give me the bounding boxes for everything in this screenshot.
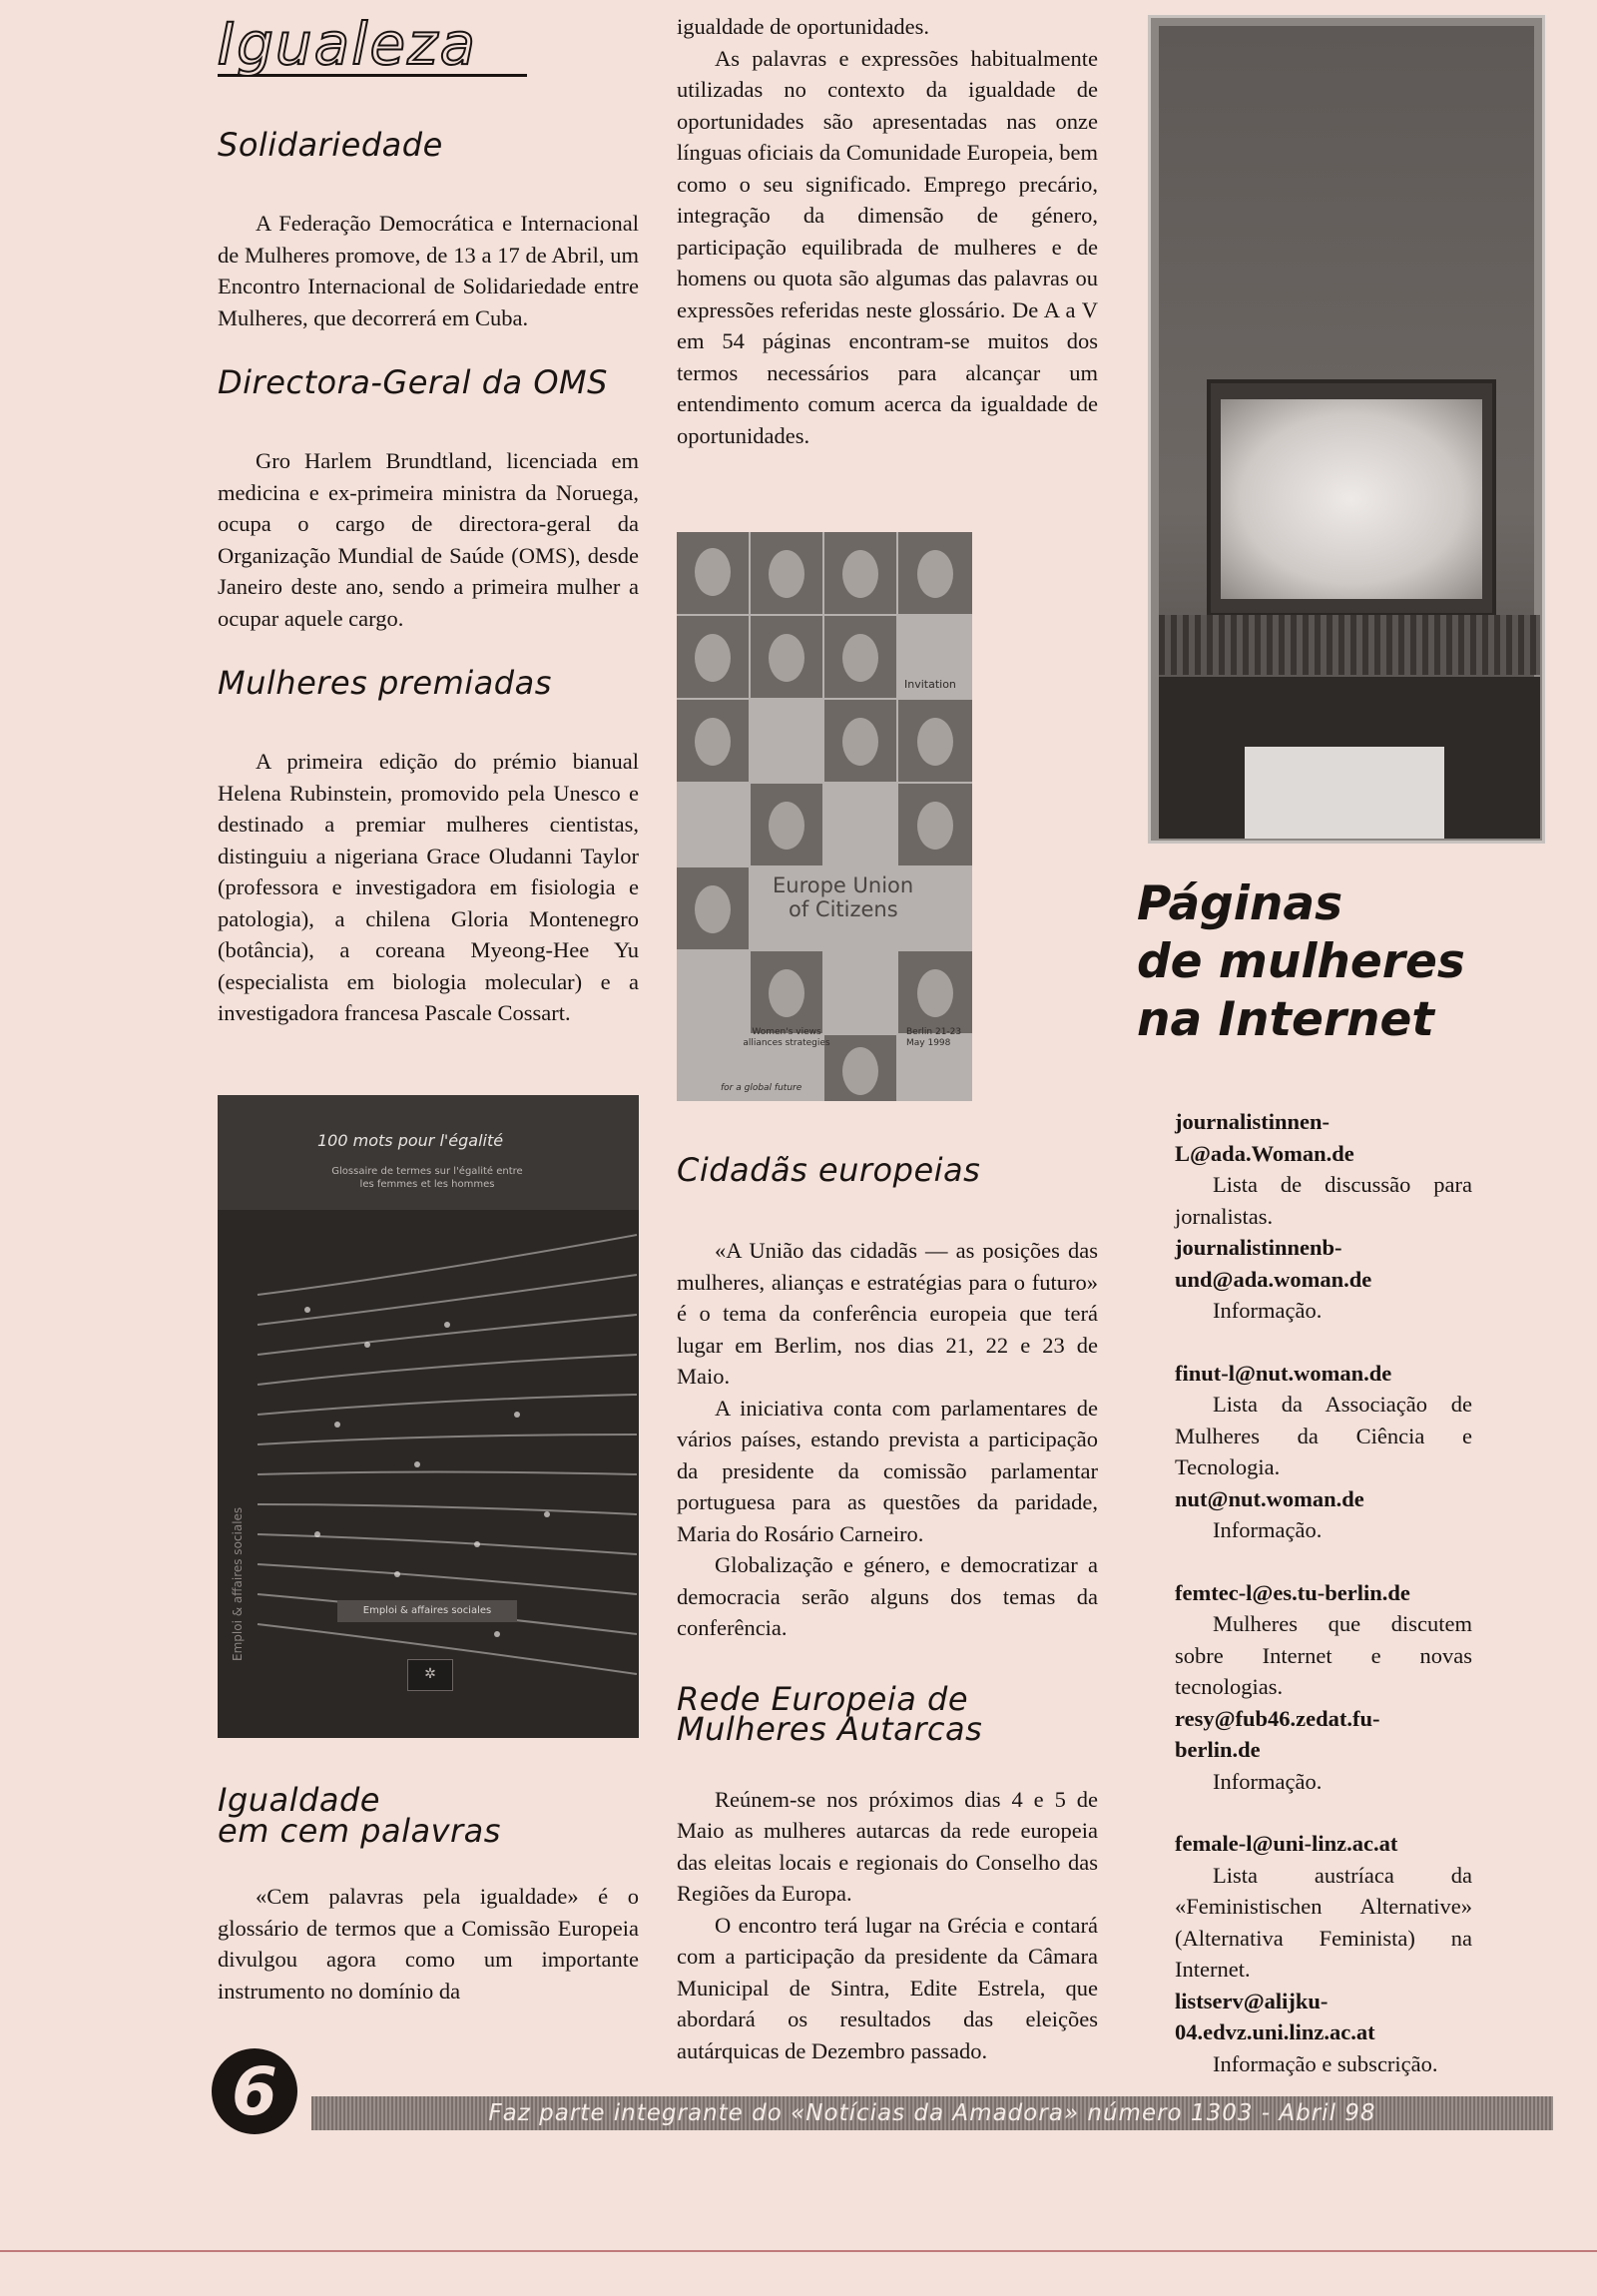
headline-paginas-2: de mulheres	[1137, 934, 1465, 989]
footer-bar	[311, 2096, 1553, 2130]
article-cidadas-3: Globalização e género, e democratizar a democracia serão alguns dos temas da conferência.	[677, 1552, 1098, 1640]
headline-igualdade-2: em cem palavras	[218, 1812, 501, 1850]
desc-nut: Informação.	[1213, 1517, 1323, 1542]
left-column	[218, 126, 639, 1029]
monitor-screen	[1207, 379, 1496, 617]
desc-femtec: Mulheres que discutem sobre Internet e novas tecnologias.	[1175, 1611, 1472, 1699]
desc-journalistinnen: Lista de discussão para jornalistas.	[1175, 1172, 1472, 1229]
article-rede-1: Reúnem-se nos próximos dias 4 e 5 de Maio as mulheres autarcas da rede europeia das eleitas locais e regionais do Conselho das Regiões da Europa.	[677, 1786, 1098, 1906]
desc-listserv: Informação e subscrição.	[1213, 2050, 1438, 2076]
article-igualdade: «Cem palavras pela igualdade» é o glossário de termos que a Comissão Europeia divulgou agora como um importante instrumento no domínio da	[218, 1884, 639, 2004]
book-fan-graphic	[218, 1215, 639, 1694]
portrait-grid	[677, 532, 972, 1101]
right-column	[1137, 875, 1472, 2079]
email-listserv-1: listserv@alijku-	[1175, 1988, 1329, 2013]
middle-column-bottom	[677, 1151, 1098, 2066]
poster-invitation: Invitation	[904, 678, 956, 691]
article-cidadas-1: «A União das cidadãs — as posições das mulheres, alianças e estratégias para o futuro» é o tema da conferência europeia que terá lugar em Berlim, nos dias 21, 22 e 23 de Maio.	[677, 1238, 1098, 1389]
article-rede-2: O encontro terá lugar na Grécia e contará com a participação da presidente da Câmara Municipal de Sintra, Edite Estrela, que abordará os resultados das eleições autárquicas de Dezembro passado.	[677, 1912, 1098, 2063]
book-subtitle: Glossaire de termes sur l'égalité entre les femmes et les hommes	[331, 1166, 523, 1190]
eu-flag-icon: ✲	[407, 1659, 453, 1691]
continued-text: igualdade de oportunidades.	[677, 14, 930, 39]
poster-place: Berlin 21-23 May 1998	[906, 1027, 962, 1048]
book-title: 100 mots pour l'égalité	[317, 1131, 504, 1150]
article-mulheres-premiadas: A primeira edição do prémio bianual Helena Rubinstein, promovido pela Unesco e destinado a premiar mulheres cientistas, distinguiu a nigeriana Grace Oludanni Taylor (professora e investigadora em fisiologia e patologia), a chilena Gloria Montenegro (botância), a coreana Myeong-Hee Yu (especialista em biologia molecular) e a investigadora francesa Pascale Cossart.	[218, 749, 639, 1025]
poster-footer: for a global future	[721, 1083, 802, 1093]
bottom-rule	[0, 2250, 1597, 2252]
desc-journalistinnenbund: Informação.	[1213, 1298, 1323, 1323]
headline-rede-europeia-2: Mulheres Autarcas	[677, 1709, 983, 1748]
article-cidadas-2: A iniciativa conta com parlamentares de vários países, estando prevista a participação da presidente da comissão parlamentar portuguesa para as questões da paridade, Maria do Rosário Carneiro.	[677, 1395, 1098, 1546]
email-journalistinnen-1: journalistinnen-	[1175, 1109, 1331, 1134]
poster-title-2: of Citizens	[789, 897, 898, 921]
book-cover-image	[218, 1095, 639, 1738]
desc-finut: Lista da Associação de Mulheres da Ciência e Tecnologia.	[1175, 1392, 1472, 1479]
desc-resy: Informação.	[1213, 1768, 1323, 1794]
headline-paginas-1: Páginas	[1137, 876, 1343, 931]
left-column-bottom	[218, 1781, 639, 2007]
article-glossario: As palavras e expressões habitualmente utilizadas no contexto da igualdade de oportunidades são apresentadas nas onze línguas oficiais da Comunidade Europeia, bem como o seu significado. Emprego precário, integração da dimensão de género, participação equilibrada de mulheres e de homens ou quota são algumas das palavras ou expressões referidas neste glossário. De A a V em 54 páginas encontram-se muitos dos termos necessários para alcançar um entendimento comum acerca da igualdade de oportunidades.	[677, 45, 1098, 448]
email-journalistinnen-2: L@ada.Woman.de	[1175, 1140, 1354, 1166]
email-journalistinnenbund-2: und@ada.woman.de	[1175, 1266, 1372, 1292]
computer-photo	[1148, 15, 1545, 844]
book-spine-text: Emploi & affaires sociales	[231, 1506, 245, 1661]
headline-mulheres-premiadas: Mulheres premiadas	[218, 664, 552, 702]
headline-solidariedade: Solidariedade	[218, 126, 443, 164]
email-female: female-l@uni-linz.ac.at	[1175, 1831, 1398, 1856]
email-journalistinnenbund-1: journalistinnenb-	[1175, 1235, 1342, 1260]
email-resy-1: resy@fub46.zedat.fu-	[1175, 1705, 1380, 1731]
headline-igualdade-1: Igualdade	[218, 1781, 380, 1819]
article-solidariedade: A Federação Democrática e Internacional de Mulheres promove, de 13 a 17 de Abril, um Encontro Internacional de Solidariedade entre Mulheres, que decorrerá em Cuba.	[218, 211, 639, 330]
headline-directora-oms: Directora-Geral da OMS	[218, 363, 608, 401]
article-directora-oms: Gro Harlem Brundtland, licenciada em medicina e ex-primeira ministra da Noruega, ocupa o cargo de directora-geral da Organização Mundial de Saúde (OMS), desde Janeiro deste ano, sendo a primeira mulher a ocupar aquele cargo.	[218, 448, 639, 631]
conference-poster-image	[677, 532, 972, 1101]
email-nut: nut@nut.woman.de	[1175, 1485, 1364, 1511]
keyboard	[1159, 615, 1540, 675]
poster-views: Women's views alliances strategies	[743, 1027, 830, 1048]
headline-cidadas-europeias: Cidadãs europeias	[677, 1151, 981, 1189]
section-logo	[218, 10, 527, 77]
email-femtec: femtec-l@es.tu-berlin.de	[1175, 1579, 1410, 1605]
desc-female: Lista austríaca da «Feministischen Alternative» (Alternativa Feminista) na Internet.	[1175, 1862, 1472, 1982]
poster-title-1: Europe Union	[773, 873, 914, 897]
headline-paginas-3: na Internet	[1137, 992, 1434, 1047]
headline-rede-europeia-1: Rede Europeia de	[677, 1679, 968, 1718]
email-resy-2: berlin.de	[1175, 1737, 1261, 1762]
email-finut: finut-l@nut.woman.de	[1175, 1360, 1392, 1386]
page-number: 6	[212, 2048, 297, 2134]
section-title: Igualeza	[218, 10, 478, 78]
book-bottom-label: Emploi & affaires sociales	[337, 1600, 517, 1622]
middle-column-top	[677, 11, 1098, 451]
footer-text: Faz parte integrante do «Notícias da Amadora» número 1303 - Abril 98	[488, 2100, 1376, 2126]
email-listserv-2: 04.edvz.uni.linz.ac.at	[1175, 2019, 1375, 2044]
